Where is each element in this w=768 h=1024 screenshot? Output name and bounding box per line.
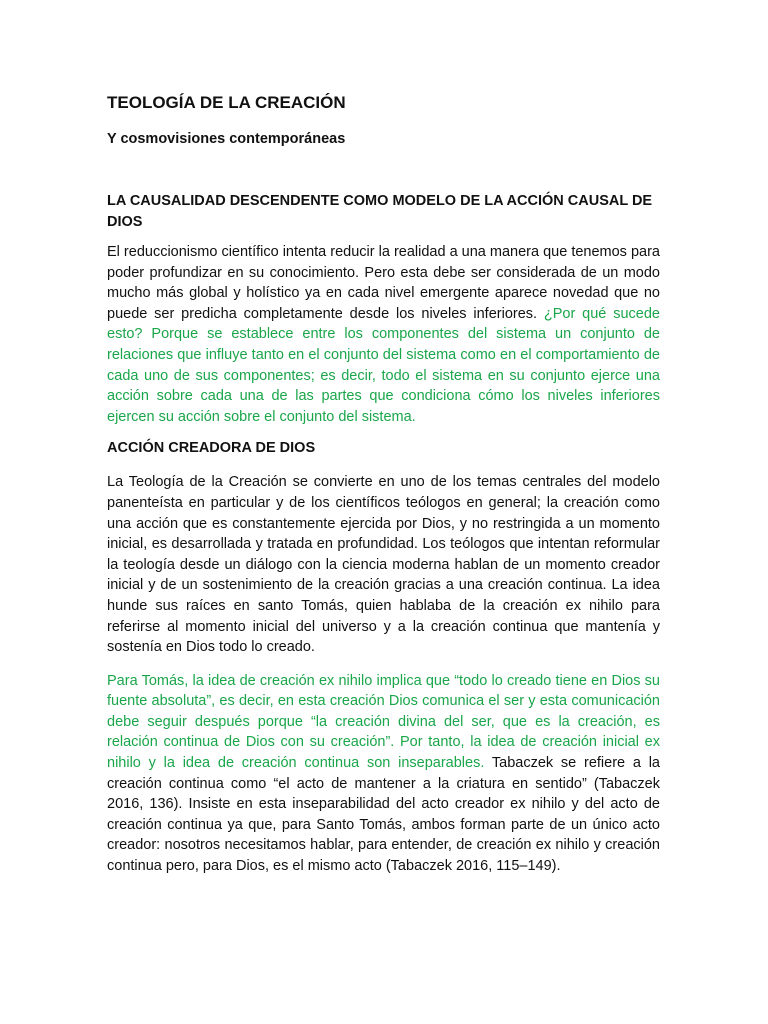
paragraph-text: Tabaczek se refiere a la creación continua como “el acto de mantener a la criatura en sentido” (Tabaczek 2016, 136). Insiste en esta inseparabilidad del acto creador ex nihilo y del acto de creación continua ya que, para Santo Tomás, ambos forman parte de un único acto creador: nosotros necesitamos hablar, para entender, de creación ex nihilo y creación continua pero, para Dios, es el mismo acto (Tabaczek 2016, 115–149). [107, 755, 660, 875]
paragraph-text: El reduccionismo científico intenta reducir la realidad a una manera que tenemos para poder profundizar en su conocimiento. Pero esta debe ser considerada de un modo mucho más global y holístico ya en cada nivel emergente aparece novedad que no puede ser predicha completamente desde los niveles inferiores. [107, 244, 660, 322]
section-heading-accion-creadora: ACCIÓN CREADORA DE DIOS [107, 440, 316, 457]
document-title: TEOLOGÍA DE LA CREACIÓN [107, 93, 346, 112]
section-heading-causalidad: LA CAUSALIDAD DESCENDENTE COMO MODELO DE LA ACCIÓN CAUSAL DE DIOS [107, 193, 653, 230]
paragraph-reduccionismo [107, 242, 660, 427]
paragraph-tomas [107, 671, 660, 877]
highlighted-text: Para Tomás, la idea de creación ex nihilo implica que “todo lo creado tiene en Dios su fuente absoluta”, es decir, en esta creación Dios comunica el ser y esta comunicación debe seguir después porque “la creación divina del ser, que es la creación, es relación continua de Dios con su creación”. Por tanto, la idea de creación inicial ex nihilo y la idea de creación continua son inseparables. [107, 672, 660, 772]
document-page [107, 92, 660, 877]
document-subtitle: Y cosmovisiones contemporáneas [107, 131, 346, 147]
paragraph-teologia-creacion: La Teología de la Creación se convierte en uno de los temas centrales del modelo panenteísta en particular y de los científicos teólogos en general; la creación como una acción que es constantemente ejercida por Dios, y no restringida a un momento inicial, es desarrollada y tratada en profundidad. Los teólogos que intentan reformular la teología desde un diálogo con la ciencia moderna hablan de un momento creador inicial y de un sostenimiento de la creación gracias a una creación continua. La idea hunde sus raíces en santo Tomás, quien hablaba de la creación ex nihilo para referirse al momento inicial del universo y a la creación continua que mantenía y sostenía en Dios todo lo creado. [107, 474, 660, 656]
highlighted-text: ¿Por qué sucede esto? Porque se establece entre los componentes del sistema un conjunto de relaciones que influye tanto en el conjunto del sistema como en el comportamiento de cada uno de sus componentes; es decir, todo el sistema en su conjunto ejerce una acción sobre cada una de las partes que condiciona cómo los niveles inferiores ejercen su acción sobre el conjunto del sistema. [107, 305, 660, 425]
